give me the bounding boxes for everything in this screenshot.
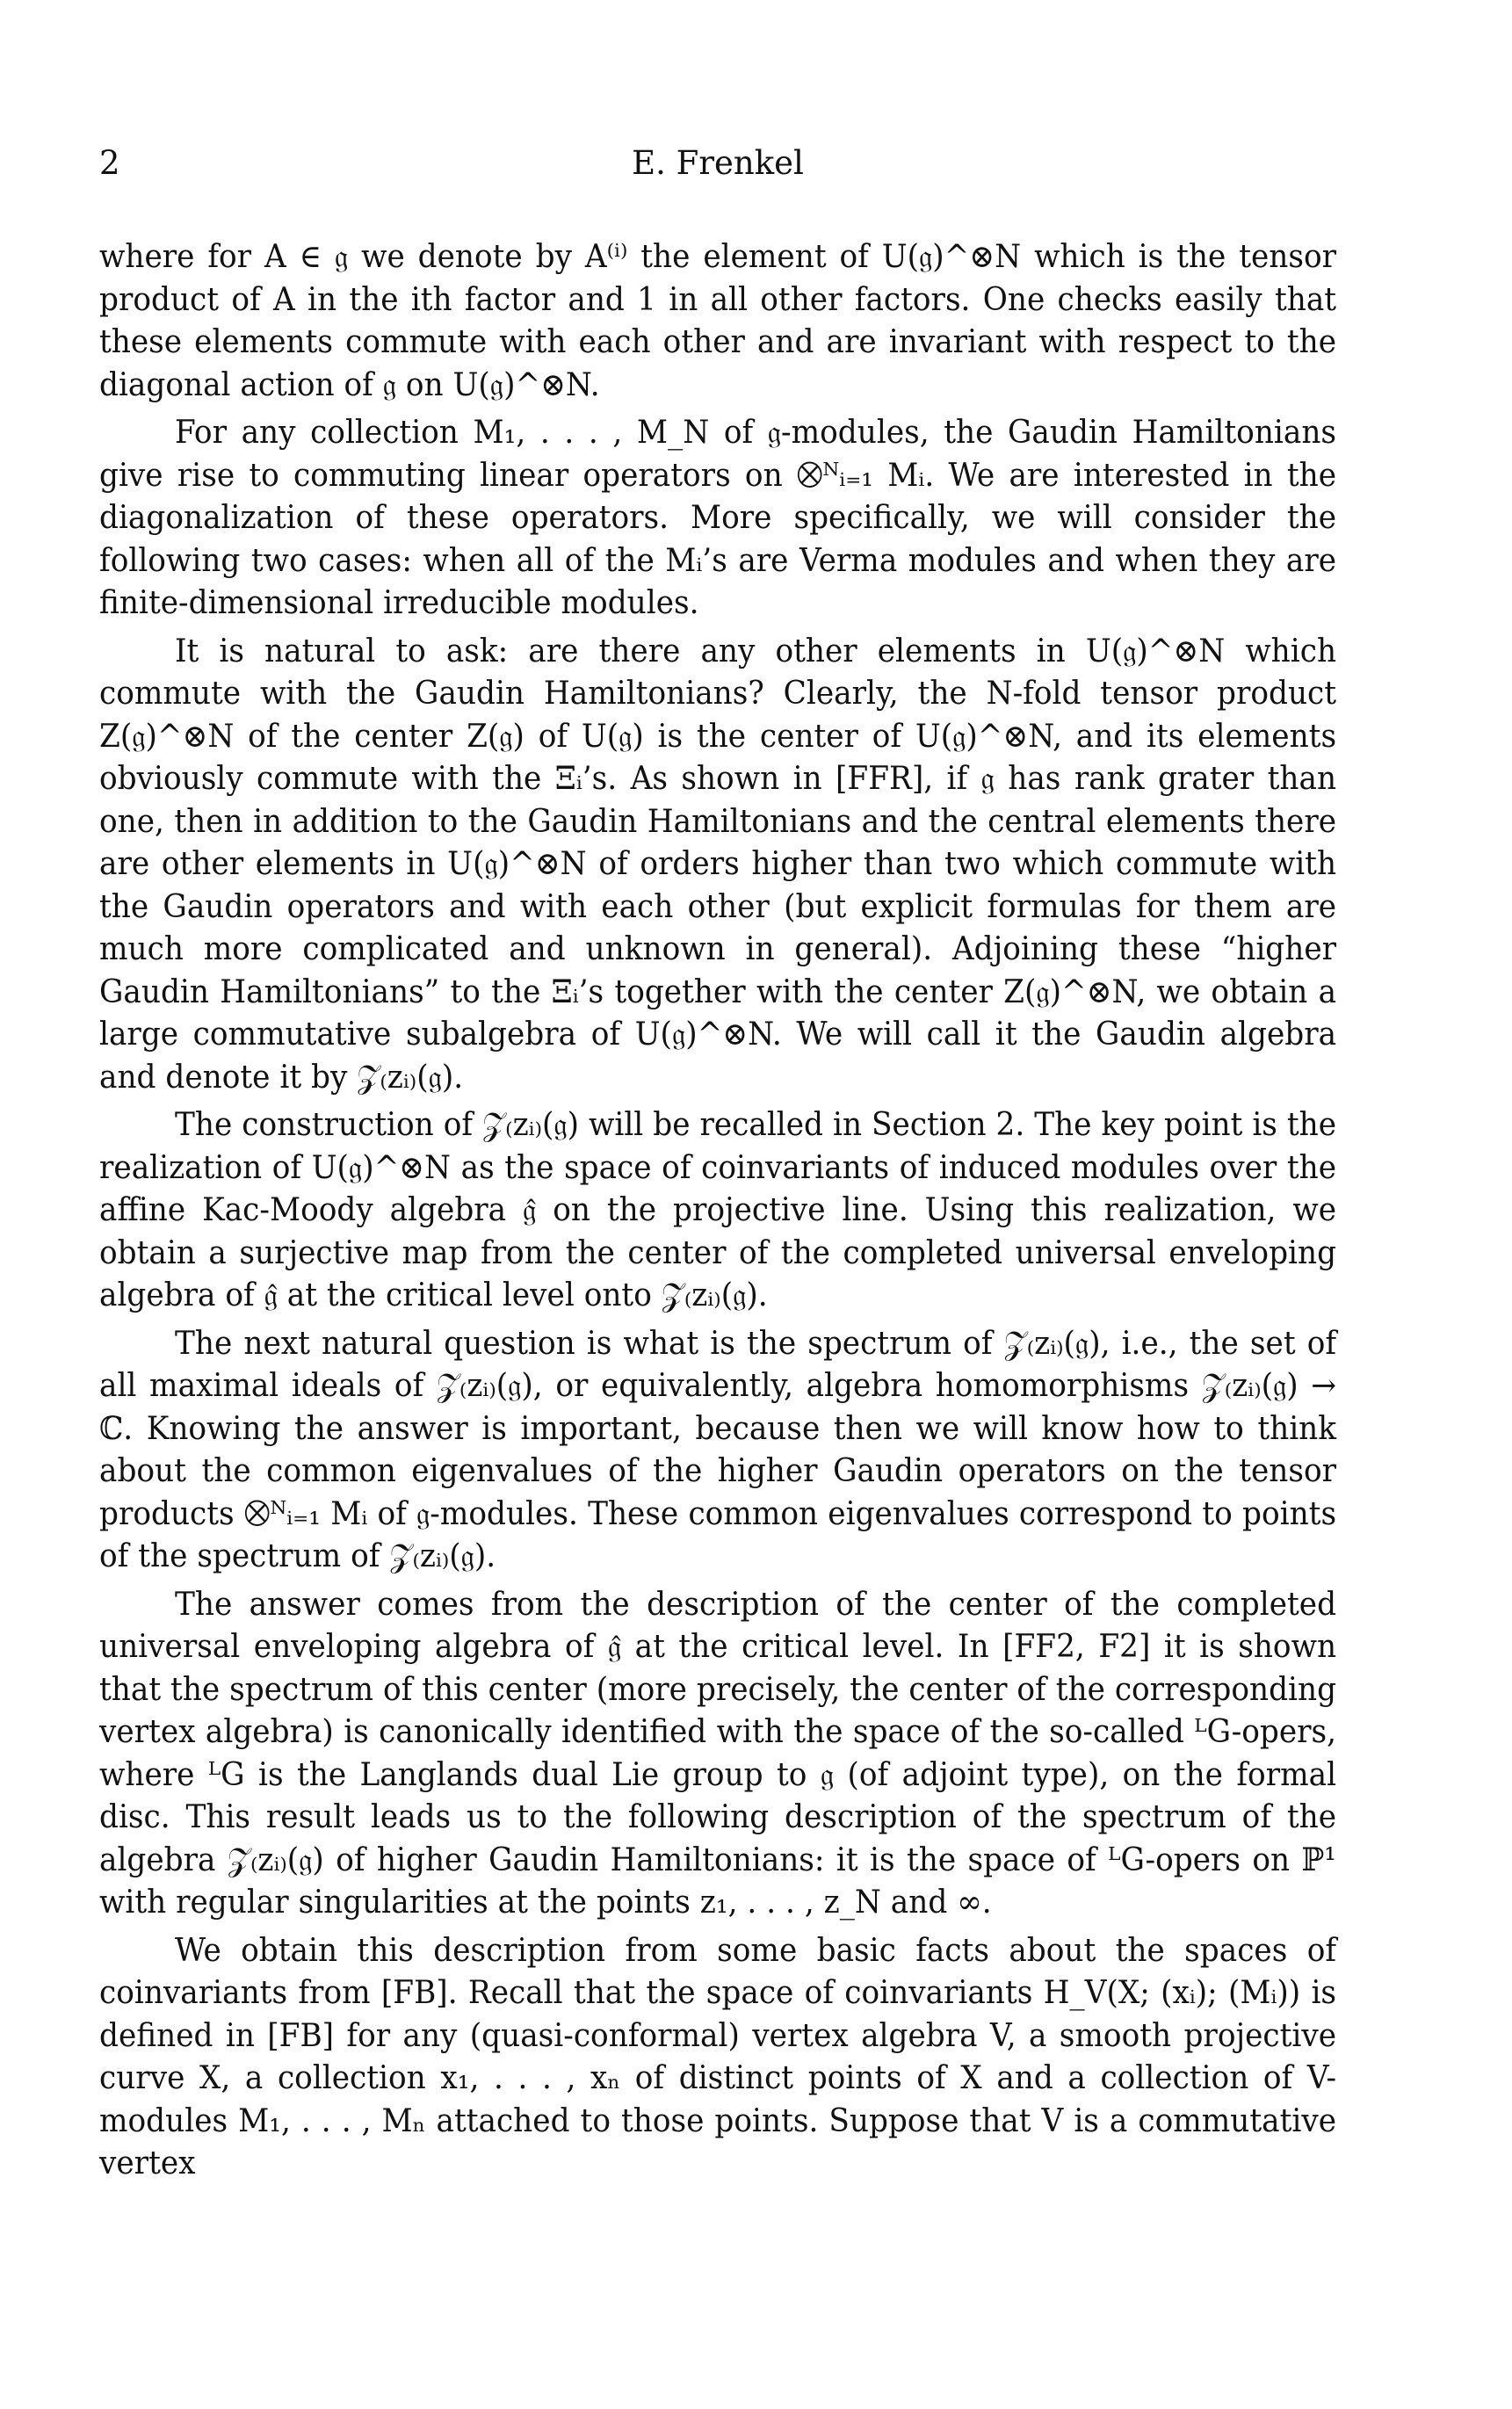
paragraph-4: The construction of 𝒵₍zᵢ₎(𝔤) will be recalled in Section 2. The key point is the realization of U(𝔤)^⊗N as the space of coinvariants of induced modules over the affine Kac-Moody algebra 𝔤̂ on the projective line. Using this realization, we obtain a surjective map from the center of the completed universal enveloping algebra of 𝔤̂ at the critical level onto 𝒵₍zᵢ₎(𝔤).: [99, 1105, 1337, 1313]
page-header: [99, 139, 1336, 188]
paragraph-5: The next natural question is what is the spectrum of 𝒵₍zᵢ₎(𝔤), i.e., the set of all maximal ideals of 𝒵₍zᵢ₎(𝔤), or equivalently, algebra homomorphisms 𝒵₍zᵢ₎(𝔤) → ℂ. Knowing the answer is important, because then we will know how to think about the common eigenvalues of the higher Gaudin operators on the tensor products ⨂ᴺᵢ₌₁ Mᵢ of 𝔤-modules. These common eigenvalues correspond to points of the spectrum of 𝒵₍zᵢ₎(𝔤).: [99, 1323, 1337, 1574]
paragraph-6: The answer comes from the description of the center of the completed universal enveloping algebra of 𝔤̂ at the critical level. In [FF2, F2] it is shown that the spectrum of this center (more precisely, the center of the corresponding vertex algebra) is canonically identified with the space of the so-called ᴸG-opers, where ᴸG is the Langlands dual Lie group to 𝔤 (of adjoint type), on the formal disc. This result leads us to the following description of the spectrum of the algebra 𝒵₍zᵢ₎(𝔤) of higher Gaudin Hamiltonians: it is the space of ᴸG-opers on ℙ¹ with regular singularities at the points z₁, . . . , z_N and ∞.: [99, 1584, 1337, 1921]
paragraph-2: For any collection M₁, . . . , M_N of 𝔤-modules, the Gaudin Hamiltonians give rise to commuting linear operators on ⨂ᴺᵢ₌₁ Mᵢ. We are interested in the diagonalization of these operators. More specifically, we will consider the following two cases: when all of the Mᵢ’s are Verma modules and when they are finite-dimensional irreducible modules.: [99, 413, 1337, 621]
paragraph-3: It is natural to ask: are there any other elements in U(𝔤)^⊗N which commute with the Gaudin Hamiltonians? Clearly, the N-fold tensor product Z(𝔤)^⊗N of the center Z(𝔤) of U(𝔤) is the center of U(𝔤)^⊗N, and its elements obviously commute with the Ξᵢ’s. As shown in [FFR], if 𝔤 has rank grater than one, then in addition to the Gaudin Hamiltonians and the central elements there are other elements in U(𝔤)^⊗N of orders higher than two which commute with the Gaudin operators and with each other (but explicit formulas for them are much more complicated and unknown in general). Adjoining these “higher Gaudin Hamiltonians” to the Ξᵢ’s together with the center Z(𝔤)^⊗N, we obtain a large commutative subalgebra of U(𝔤)^⊗N. We will call it the Gaudin algebra and denote it by 𝒵₍zᵢ₎(𝔤).: [99, 631, 1337, 1096]
page-number: 2: [99, 144, 120, 182]
body-text: [99, 235, 1336, 2185]
running-head-author: E. Frenkel: [632, 144, 804, 182]
paragraph-1: where for A ∈ 𝔤 we denote by A⁽ⁱ⁾ the element of U(𝔤)^⊗N which is the tensor product of A in the ith factor and 1 in all other factors. One checks easily that these elements commute with each other and are invariant with respect to the diagonal action of 𝔤 on U(𝔤)^⊗N.: [99, 237, 1337, 403]
paragraph-7: We obtain this description from some basic facts about the spaces of coinvariants from [FB]. Recall that the space of coinvariants H_V(X; (xᵢ); (Mᵢ)) is defined in [FB] for any (quasi-conformal) vertex algebra V, a smooth projective curve X, a collection x₁, . . . , xₙ of distinct points of X and a collection of V-modules M₁, . . . , Mₙ attached to those points. Suppose that V is a commutative vertex: [99, 1930, 1337, 2181]
